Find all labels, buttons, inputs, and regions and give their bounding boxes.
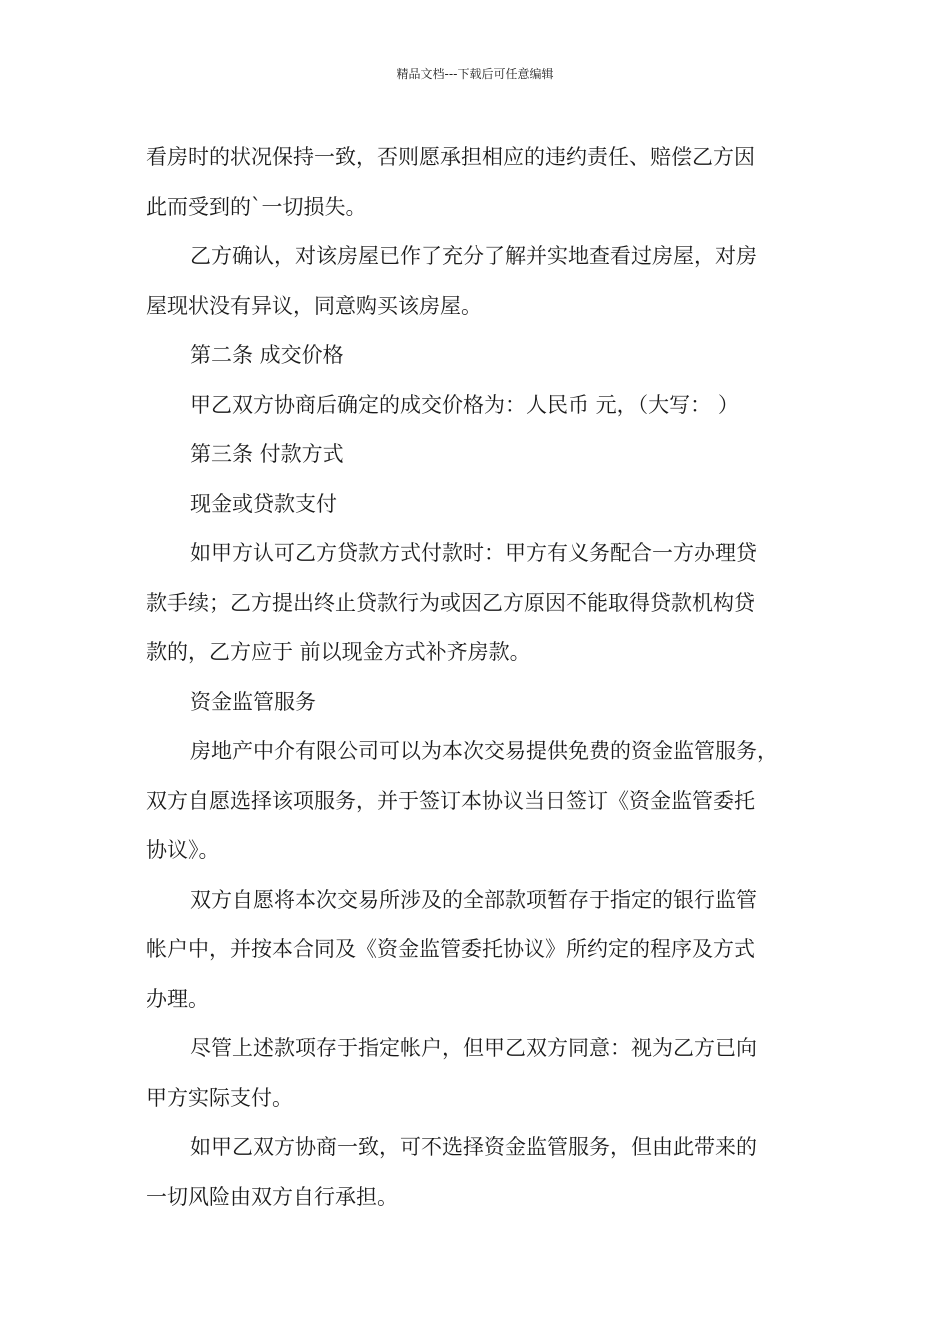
document-body bbox=[146, 133, 811, 1222]
text-line: 一切风险由双方自行承担。 bbox=[146, 1184, 398, 1209]
text-line: 屋现状没有异议，同意购买该房屋。 bbox=[146, 293, 482, 318]
text-line: 看房时的状况保持一致，否则愿承担相应的违约责任、赔偿乙方因 bbox=[146, 145, 755, 169]
text-line: 款手续；乙方提出终止贷款行为或因乙方原因不能取得贷款机构贷 bbox=[146, 590, 755, 615]
text-line: 办理。 bbox=[146, 986, 209, 1011]
text-line: 帐户中，并按本合同及《资金监管委托协议》所约定的程序及方式 bbox=[146, 937, 755, 961]
text-line: 此而受到的`一切损失。 bbox=[146, 194, 367, 219]
subsection-heading: 资金监管服务 bbox=[190, 689, 316, 714]
text-line: 房地产中介有限公司可以为本次交易提供免费的资金监管服务， bbox=[190, 739, 778, 763]
text-line: 尽管上述款项存于指定帐户，但甲乙双方同意：视为乙方已向 bbox=[190, 1036, 757, 1060]
page-header: 精品文档---下载后可任意编辑 bbox=[396, 67, 554, 81]
text-line: 乙方确认，对该房屋已作了充分了解并实地查看过房屋，对房 bbox=[190, 244, 757, 268]
section-heading: 第三条 付款方式 bbox=[190, 442, 344, 466]
text-line: 双方自愿将本次交易所涉及的全部款项暂存于指定的银行监管 bbox=[190, 887, 757, 912]
text-line: 如甲方认可乙方贷款方式付款时：甲方有义务配合一方办理贷 bbox=[190, 541, 757, 565]
subsection-heading: 现金或贷款支付 bbox=[190, 491, 337, 516]
section-heading: 第二条 成交价格 bbox=[190, 343, 344, 367]
text-line: 甲方实际支付。 bbox=[146, 1085, 293, 1110]
text-line: 双方自愿选择该项服务，并于签订本协议当日签订《资金监管委托 bbox=[146, 788, 755, 813]
text-line: 协议》。 bbox=[146, 838, 220, 862]
text-line: 款的，乙方应于 前以现金方式补齐房款。 bbox=[146, 640, 531, 664]
text-line: 甲乙双方协商后确定的成交价格为：人民币 元，（大写： ） bbox=[190, 392, 739, 417]
text-line: 如甲乙双方协商一致，可不选择资金监管服务，但由此带来的 bbox=[190, 1135, 757, 1159]
